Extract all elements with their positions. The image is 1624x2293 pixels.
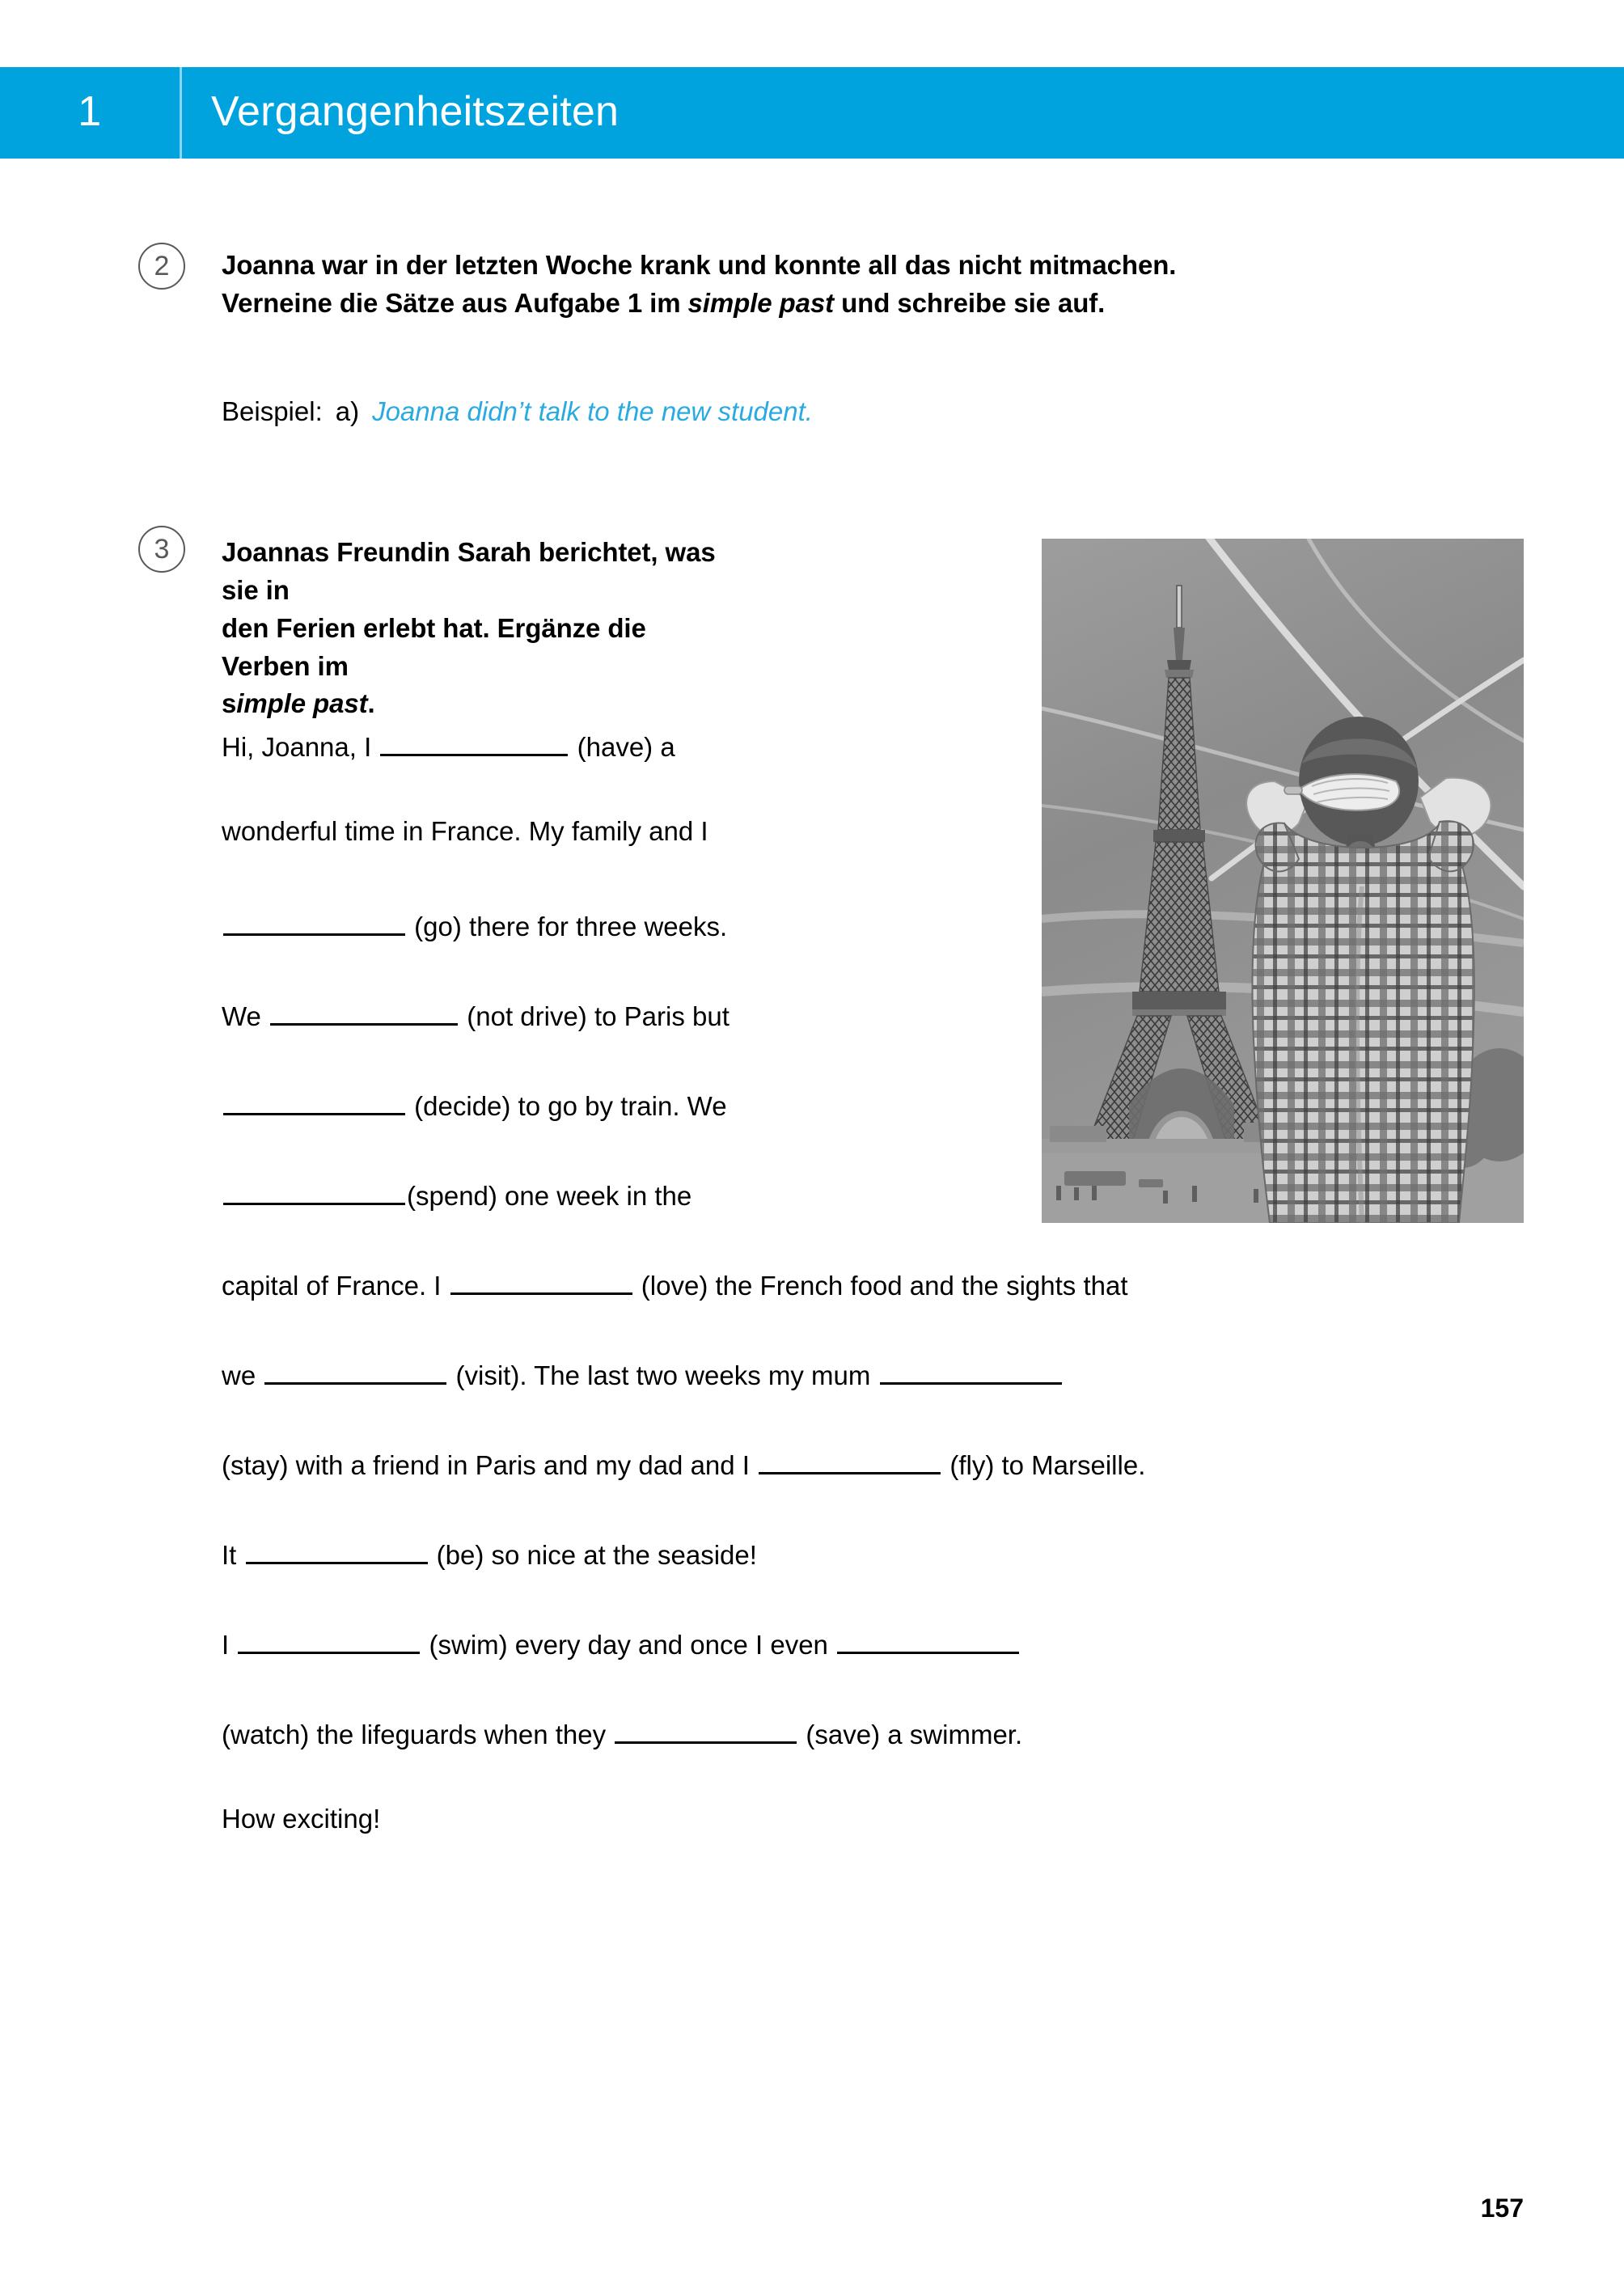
gap-fill-line [222, 1536, 757, 1568]
exercise-2-instruction-block [222, 247, 1516, 323]
instruction-text-upright: s [222, 688, 237, 719]
gap-fill-line [222, 907, 727, 940]
exercise-3-marker: 3 [138, 526, 185, 573]
exercise-3-instruction-line-2: den Ferien erlebt hat. Ergänze die Verben im [222, 612, 646, 681]
exercise-3-instruction-line-1: Joannas Freundin Sarah berichtet, was sie in [222, 537, 716, 605]
gap-fill-text-run: (watch) the lifeguards when they [222, 1720, 614, 1749]
instruction-text-italic: imple past [236, 688, 368, 719]
gap-fill-text-run: (visit). The last two weeks my mum [448, 1360, 878, 1390]
gap-fill-text-run: (fly) to Marseille. [942, 1450, 1146, 1480]
gap-fill-text-run: (love) the French food and the sights that [633, 1271, 1128, 1301]
gap-fill-line [222, 1356, 1064, 1389]
gap-fill-text-run: We [222, 1001, 269, 1031]
gap-fill-line [222, 818, 708, 844]
answer-blank[interactable] [615, 1716, 797, 1744]
exercise-2-example-row [222, 395, 813, 429]
answer-blank[interactable] [223, 907, 405, 936]
answer-blank[interactable] [264, 1356, 446, 1385]
gap-fill-text-run: (swim) every day and once I even [421, 1630, 836, 1660]
gap-fill-line [222, 1716, 1022, 1748]
exercise-2-instruction-line-2 [222, 285, 1516, 323]
gap-fill-line [222, 997, 730, 1030]
gap-fill-text-run: Hi, Joanna, I [222, 732, 379, 762]
gap-fill-text-run: (stay) with a friend in Paris and my dad and I [222, 1450, 758, 1480]
answer-blank[interactable] [450, 1267, 632, 1295]
gap-fill-line [222, 1626, 1021, 1658]
gap-fill-text-run: How exciting! [222, 1804, 381, 1834]
instruction-text-pre: Verneine die Sätze aus Aufgabe 1 im [222, 287, 688, 318]
chapter-title: Vergangenheitszeiten [211, 87, 620, 135]
gap-fill-text-run: (be) so nice at the seaside! [429, 1540, 757, 1570]
exercise-3-instruction-block [222, 534, 739, 723]
instruction-text-post: und schreibe sie auf. [834, 287, 1106, 318]
eiffel-tower-photo [1042, 539, 1524, 1223]
gap-fill-text-run: (not drive) to Paris but [459, 1001, 730, 1031]
example-label: Beispiel: [222, 396, 323, 426]
answer-blank[interactable] [246, 1536, 428, 1564]
exercise-2-marker: 2 [138, 243, 185, 290]
gap-fill-text-run: (have) a [569, 732, 675, 762]
exercise-2-instruction-line-1: Joanna war in der letzten Woche krank und konnte all das nicht mitmachen. [222, 250, 1177, 280]
answer-blank[interactable] [270, 997, 458, 1026]
answer-blank[interactable] [223, 1087, 405, 1115]
instruction-text-italic: simple past [687, 287, 835, 318]
exercise-3-instruction-line-3 [222, 685, 739, 723]
answer-blank[interactable] [380, 728, 568, 756]
answer-blank[interactable] [238, 1626, 420, 1654]
gap-fill-line [222, 728, 675, 760]
gap-fill-text-run: (save) a swimmer. [798, 1720, 1023, 1749]
gap-fill-line [222, 1087, 727, 1119]
chapter-number: 1 [78, 87, 102, 135]
gap-fill-line [222, 1805, 380, 1832]
gap-fill-text-run: I [222, 1630, 237, 1660]
gap-fill-line [222, 1177, 691, 1209]
answer-blank[interactable] [837, 1626, 1019, 1654]
gap-fill-text-run: wonderful time in France. My family and I [222, 816, 708, 846]
chapter-banner [0, 67, 1624, 159]
example-letter: a) [335, 396, 360, 426]
answer-blank[interactable] [759, 1446, 941, 1474]
page-number: 157 [1480, 2194, 1524, 2223]
gap-fill-text-run: capital of France. I [222, 1271, 449, 1301]
instruction-text-post: . [367, 688, 375, 719]
gap-fill-text-run: (go) there for three weeks. [407, 912, 728, 941]
answer-blank[interactable] [223, 1177, 405, 1205]
gap-fill-text-run: (decide) to go by train. We [407, 1091, 727, 1121]
answer-blank[interactable] [880, 1356, 1062, 1385]
gap-fill-line [222, 1267, 1128, 1299]
gap-fill-line [222, 1446, 1145, 1479]
gap-fill-text-run: (spend) one week in the [407, 1181, 692, 1211]
gap-fill-text-run: It [222, 1540, 244, 1570]
gap-fill-text-run: we [222, 1360, 264, 1390]
example-answer: Joanna didn’t talk to the new student. [372, 396, 813, 426]
